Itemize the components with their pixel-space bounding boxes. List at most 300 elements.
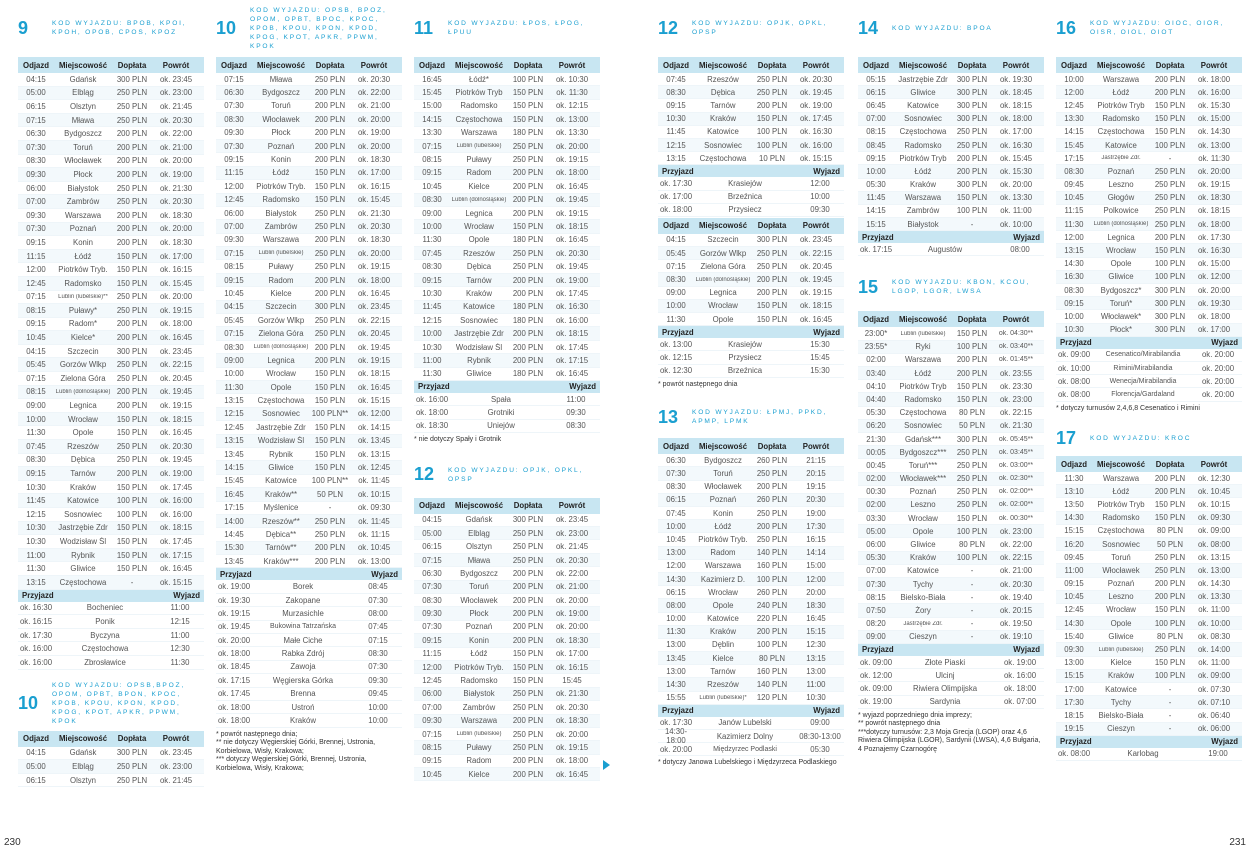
cell: Wenecja/Mirabilandia	[1109, 377, 1177, 385]
cell: Katowice	[907, 566, 939, 576]
cell: 250 PLN	[956, 140, 988, 150]
cell: 200 PLN	[512, 609, 544, 619]
cell: ok. 12:45	[357, 463, 391, 473]
cell: ok. 12:00	[859, 670, 893, 680]
cell: Tarnów	[70, 469, 96, 479]
cell: Łódź	[714, 521, 732, 531]
cell: Legnica	[69, 401, 97, 411]
cell: 150 PLN	[1154, 605, 1186, 615]
table-row	[18, 576, 204, 590]
cell: ok. 19:45	[159, 387, 193, 397]
arrival-label: Przyjazd	[662, 327, 694, 337]
cell: Tarnów	[710, 666, 736, 676]
cell: Legnica	[267, 355, 295, 365]
cell: ok. 17:30	[19, 630, 53, 640]
destination-row	[1056, 388, 1242, 401]
cell: ok. 21:00	[999, 566, 1033, 576]
table-row	[216, 220, 402, 233]
destination-row	[658, 351, 844, 364]
table-row	[216, 287, 402, 300]
cell: 200 PLN	[1154, 486, 1186, 496]
cell: 100 PLN	[116, 509, 148, 519]
cell: Piotrków Tryb.	[256, 181, 306, 191]
cell: 16:20	[1064, 539, 1084, 549]
table-row	[216, 73, 402, 86]
cell: 15:15	[806, 627, 826, 637]
cell: Gdańsk	[69, 748, 97, 758]
cell: 250 PLN	[314, 221, 346, 231]
cell: ok. 23:45	[357, 302, 391, 312]
cell: 11:00	[170, 630, 190, 640]
cell: Jastrzębie Zdr	[58, 523, 108, 533]
cell: 150 PLN	[314, 422, 346, 432]
section-number: 15	[858, 276, 879, 297]
cell: Kielce*	[70, 333, 96, 343]
cell: 250 PLN	[512, 542, 544, 552]
table-row	[658, 86, 844, 99]
cell: ok. 17:15	[159, 550, 193, 560]
cell: 10:00	[1064, 311, 1084, 321]
cell: ok. 18:15	[555, 221, 589, 231]
destination-row	[216, 701, 402, 714]
cell: -	[1168, 697, 1172, 707]
cell: Sosnowiec	[704, 140, 742, 150]
cell: ok. 08:00	[1197, 539, 1231, 549]
cell: 120 PLN	[756, 693, 788, 703]
cell: Przysiecz	[728, 205, 762, 215]
cell: Bielsko-Biała	[1098, 710, 1144, 720]
cell: 11:30	[1064, 473, 1084, 483]
cell: Białystok	[265, 208, 297, 218]
table-header	[658, 56, 844, 73]
table-row	[414, 661, 600, 674]
cell: 09:15	[26, 319, 46, 329]
table-row	[1056, 244, 1242, 257]
header-odjazd: Odjazd	[663, 60, 689, 70]
departure-label: Wyjazd	[813, 706, 840, 716]
section-15	[858, 264, 1044, 754]
cell: Byczyna	[90, 630, 120, 640]
section-header	[18, 678, 204, 730]
cell: ok. 14:15	[357, 422, 391, 432]
cell: 250 PLN	[116, 292, 148, 302]
cell: 09:45	[1064, 180, 1084, 190]
cell: 150 PLN	[1154, 114, 1186, 124]
destination-row	[18, 615, 204, 629]
destination-row	[1056, 349, 1242, 362]
cell: ok. 18:30	[159, 237, 193, 247]
cell: Rabka Zdrój	[281, 649, 325, 659]
departure-code: KOD WYJAZDU: BPOA	[892, 24, 993, 32]
cell: 15:30	[224, 543, 244, 553]
departure-label: Wyjazd	[1211, 338, 1238, 348]
cell: Węgierska Górka	[272, 675, 334, 685]
cell: 13:00	[1064, 658, 1084, 668]
header-miejscowosc: Miejscowość	[698, 60, 748, 70]
cell: 10:00	[368, 702, 388, 712]
cell: Lublin (dolnośląskie)	[253, 344, 309, 350]
cell: Wrocław	[1106, 605, 1136, 615]
cell: 13:15	[666, 153, 686, 163]
cell: Lublin (lubelskie)	[1098, 646, 1144, 653]
cell: ok. 13:00	[357, 556, 391, 566]
table-row	[414, 194, 600, 207]
cell: 250 PLN	[756, 74, 788, 84]
footnote: * powrót następnego dnia; ** nie dotyczy Węgierskiej Górki, Brennej, Ustronia, Korbielowa, Wisły, Krakowa; *** dotyczy Węgierskiej Górki, Brennej, Ustronia, Korbielowa, Wisły, Krakowa;	[216, 730, 376, 772]
table-row	[414, 180, 600, 193]
cell: 02:00	[866, 474, 886, 484]
header-powrot: Powrót	[1200, 60, 1228, 70]
table-row	[216, 100, 402, 113]
header-doplata: Dopłata	[957, 60, 987, 70]
table-row	[414, 287, 600, 300]
destination-row	[858, 656, 1044, 669]
cell: 09:15	[1064, 298, 1084, 308]
table-row	[1056, 683, 1242, 696]
cell: ok. 17:00	[1197, 325, 1231, 335]
header-odjazd: Odjazd	[221, 60, 247, 70]
cell: Głogów	[1107, 193, 1135, 203]
cell: Łódź	[470, 649, 488, 659]
cell: 150 PLN	[512, 221, 544, 231]
cell: 16:15	[806, 534, 826, 544]
table-row	[18, 263, 204, 277]
table-row	[414, 634, 600, 647]
cell: Kraków***	[263, 556, 299, 566]
cell: 08:45	[866, 140, 886, 150]
header-miejscowosc: Miejscowość	[1096, 459, 1146, 469]
arrival-label: Przyjazd	[862, 645, 894, 655]
cell: 10:30	[806, 693, 826, 703]
table-row	[216, 542, 402, 555]
cell: 14:15	[422, 114, 442, 124]
table-row	[1056, 152, 1242, 165]
cell: ok. 23:00	[555, 528, 589, 538]
cell: 14:30	[1064, 618, 1084, 628]
cell: 11:15	[26, 251, 46, 261]
cell: Dębica	[466, 262, 492, 272]
cell: Rybnik	[71, 550, 95, 560]
cell: 100 PLN	[1154, 259, 1186, 269]
cell: ok. 19:00	[159, 169, 193, 179]
table-row	[1056, 643, 1242, 656]
cell: ok. 21:45	[159, 775, 193, 785]
table-row	[658, 234, 844, 247]
cell: ok. 15:15	[357, 396, 391, 406]
cell: 200 PLN	[1154, 74, 1186, 84]
cell: 05:00	[866, 526, 886, 536]
table-row	[18, 182, 204, 196]
cell: Piotrków Tryb	[1097, 100, 1145, 110]
cell: ok. 17:45	[217, 689, 251, 699]
destination-row	[18, 629, 204, 643]
cell: ok. 16:30	[1197, 246, 1231, 256]
table-row	[216, 234, 402, 247]
cell: Włocławek	[460, 595, 498, 605]
cell: 250 PLN	[116, 775, 148, 785]
next-arrow-icon[interactable]	[603, 760, 610, 770]
cell: 250 PLN	[116, 305, 148, 315]
cell: 250 PLN	[512, 742, 544, 752]
header-miejscowosc: Miejscowość	[1096, 60, 1146, 70]
cell: 160 PLN	[756, 561, 788, 571]
table-row	[414, 314, 600, 327]
cell: 15:15	[866, 219, 886, 229]
cell: Grotniki	[487, 408, 515, 418]
cell: Opole	[270, 382, 292, 392]
cell: 200 PLN	[512, 208, 544, 218]
cell: ok. 12:30	[1197, 473, 1231, 483]
cell: 250 PLN	[116, 115, 148, 125]
section-header	[216, 0, 402, 56]
section-header	[414, 0, 600, 56]
cell: 21:30	[866, 434, 886, 444]
cell: 200 PLN	[512, 275, 544, 285]
cell: 250 PLN	[756, 87, 788, 97]
cell: ok. 19:15	[1197, 180, 1231, 190]
footnote: * wyjazd poprzedniego dnia imprezy; ** powrót następnego dnia ***dotyczy turnusów: 2,3 Moja Grecja (LGOP) oraz 4,6 Riwiera Olimpijska (LGOR), Sardynii (LWSA), 4,6 Bułgaria, 4 Poznajemy Czarnogórę	[858, 711, 1041, 753]
cell: ok. 13:30	[999, 193, 1033, 203]
table-row	[18, 209, 204, 223]
cell: ok. 19:45	[159, 455, 193, 465]
cell: ok. 11:30	[1198, 153, 1230, 163]
cell: Kraków	[910, 553, 936, 563]
cell: 07:15	[224, 329, 244, 339]
table-row	[1056, 485, 1242, 498]
cell: Dęblin	[711, 640, 735, 650]
cell: ok. 23:45	[555, 515, 589, 525]
cell: 08:45	[368, 582, 388, 592]
cell: 04:10	[866, 381, 886, 391]
cell: ok. 13:15	[357, 449, 391, 459]
cell: 10:30	[1064, 325, 1084, 335]
cell: 07:15	[666, 261, 686, 271]
departure-label: Wyjazd	[813, 166, 840, 176]
cell: 07:00	[422, 702, 442, 712]
departure-label: Wyjazd	[569, 382, 596, 392]
destination-row	[414, 393, 600, 406]
cell: Warszawa	[460, 128, 498, 138]
cell: Łódź	[914, 368, 932, 378]
table-row	[216, 327, 402, 340]
table-row	[414, 768, 600, 781]
table-row	[658, 652, 844, 665]
cell: Lublin (lubelskie)**	[58, 293, 108, 300]
cell: 07:30	[666, 469, 686, 479]
cell: 12:30	[170, 644, 190, 654]
table-row	[1056, 165, 1242, 178]
cell: 11:00	[170, 603, 190, 613]
table-row	[414, 567, 600, 580]
table-row	[216, 260, 402, 273]
section-header	[658, 397, 844, 437]
cell: 09:30	[224, 235, 244, 245]
table-row	[414, 514, 600, 527]
cell: 07:00	[866, 566, 886, 576]
cell: 200 PLN	[956, 368, 988, 378]
cell: Łódź	[74, 251, 92, 261]
cell: 250 PLN	[756, 469, 788, 479]
header-miejscowosc: Miejscowość	[898, 60, 948, 70]
cell: 200 PLN	[314, 141, 346, 151]
cell: Sosnowiec	[904, 114, 942, 124]
cell: 10:30	[422, 342, 442, 352]
cell: ok. 11:00	[1198, 658, 1230, 668]
cell: Katowice	[67, 496, 99, 506]
cell: Augustów	[927, 244, 963, 254]
cell: 11:30	[666, 314, 686, 324]
cell: 05:00	[26, 88, 46, 98]
cell: Zielona Góra	[60, 373, 106, 383]
header-odjazd: Odjazd	[23, 734, 49, 744]
header-miejscowosc: Miejscowość	[698, 221, 748, 231]
cell: ok. 07:10	[1197, 697, 1231, 707]
destination-row	[216, 647, 402, 660]
table-row	[216, 247, 402, 260]
cell: 04:15	[666, 235, 686, 245]
cell: ok. 15:45	[999, 153, 1033, 163]
cell: 14:00	[224, 516, 244, 526]
cell: Kielce	[468, 769, 490, 779]
table-row	[858, 139, 1044, 152]
table-row	[858, 73, 1044, 86]
cell: Brenna	[290, 689, 316, 699]
cell: Jastrzębie Zdr.	[903, 620, 943, 627]
cell: Piotrków Tryb.	[58, 265, 108, 275]
cell: 200 PLN	[314, 556, 346, 566]
cell: 260 PLN	[756, 455, 788, 465]
table-row	[658, 639, 844, 652]
cell: 12:45	[224, 422, 244, 432]
cell: ok. 19:45	[799, 87, 833, 97]
table-row	[414, 755, 600, 768]
header-miejscowosc: Miejscowość	[898, 314, 948, 324]
cell: 12:15	[666, 140, 686, 150]
header-powrot: Powrót	[162, 60, 190, 70]
cell: Złote Piaski	[924, 657, 966, 667]
cell: 10:45	[422, 769, 442, 779]
cell: Zielona Góra	[700, 261, 746, 271]
cell: ok. 21:30	[555, 689, 589, 699]
cell: 250 PLN	[314, 315, 346, 325]
cell: 12:45	[422, 676, 442, 686]
cell: 08:30	[666, 87, 686, 97]
cell: 13:00	[806, 666, 826, 676]
cell: ok. 17:00	[159, 251, 193, 261]
destination-row	[658, 204, 844, 217]
cell: Włocławek	[64, 156, 102, 166]
cell: 13:00	[666, 548, 686, 558]
arrival-label: Przyjazd	[662, 166, 694, 176]
cell: 250 PLN	[512, 141, 544, 151]
table-row	[414, 153, 600, 166]
cell: 11:45	[866, 193, 886, 203]
cell: 08:00	[368, 608, 388, 618]
cell: 200 PLN	[756, 100, 788, 110]
cell: ok. 19:15	[799, 288, 833, 298]
cell: Wrocław	[464, 221, 494, 231]
cell: 15:30	[810, 339, 830, 349]
cell: 150 PLN	[116, 550, 148, 560]
cell: 200 PLN	[512, 195, 544, 205]
table-row	[858, 205, 1044, 218]
cell: 150 PLN	[1154, 100, 1186, 110]
cell: ok. 10:00	[1197, 618, 1231, 628]
cell: 200 PLN	[1154, 473, 1186, 483]
cell: Konin	[713, 508, 733, 518]
cell: 15:45	[562, 676, 582, 686]
cell: Toruń	[713, 469, 733, 479]
cell: ok. 10:45	[357, 543, 391, 553]
table-row	[1056, 551, 1242, 564]
cell: Tychy	[1110, 697, 1132, 707]
cell: 06:45	[866, 100, 886, 110]
table-row	[216, 153, 402, 166]
cell: Zambrów	[906, 206, 940, 216]
cell: 09:30	[224, 128, 244, 138]
cell: ok. 18:00	[415, 408, 449, 418]
cell: 04:15	[26, 748, 46, 758]
table-row	[18, 250, 204, 264]
cell: 17:30	[1064, 697, 1084, 707]
cell: Riwiera Olimpijska	[912, 683, 978, 693]
cell: ok. 20:00	[1201, 350, 1235, 360]
cell: Jastrzębie Zdr	[454, 329, 504, 339]
cell: 09:30	[810, 205, 830, 215]
cell: 08:15	[224, 262, 244, 272]
cell: ok. 19:00	[357, 128, 391, 138]
cell: 04:15	[224, 302, 244, 312]
cell: 140 PLN	[756, 548, 788, 558]
cell: Zambrów	[462, 702, 496, 712]
destination-row	[216, 661, 402, 674]
cell: 150 PLN	[956, 513, 988, 523]
cell: ok. 18:00	[1197, 74, 1231, 84]
cell: 14:30	[666, 680, 686, 690]
cell: Rybnik	[269, 449, 293, 459]
col-6	[1056, 0, 1242, 769]
cell: Radomsko	[904, 394, 942, 404]
cell: ok. 03:45**	[998, 448, 1034, 456]
cell: ok. 19:15	[159, 305, 193, 315]
cell: Kazimierz D.	[700, 574, 746, 584]
cell: 300 PLN	[1154, 285, 1186, 295]
header-powrot: Powrót	[162, 734, 190, 744]
cell: ok. 10:00	[1057, 363, 1091, 373]
cell: Radom	[268, 275, 294, 285]
cell: Cieszyn	[1107, 724, 1135, 734]
cell: ok. 19:15	[555, 742, 589, 752]
cell: ok. 23:00	[159, 88, 193, 98]
departure-code: KOD WYJAZDU: OPJK, OPKL, OPSP	[448, 466, 584, 483]
cell: Sosnowiec	[904, 421, 942, 431]
cell: ok. 18:00	[159, 319, 193, 329]
table-row	[658, 599, 844, 612]
cell: Radomsko	[460, 101, 498, 111]
cell: ok. 18:00	[357, 275, 391, 285]
cell: 12:00	[1064, 232, 1084, 242]
cell: ok. 17:15	[555, 355, 589, 365]
cell: ok. 22:15	[999, 553, 1033, 563]
cell: 150 PLN	[756, 314, 788, 324]
cell: 06:30	[666, 455, 686, 465]
cell: -	[130, 577, 134, 587]
cell: 09:15	[224, 275, 244, 285]
cell: 14:14	[806, 548, 826, 558]
cell: Toruń	[73, 142, 93, 152]
cell: 12:45	[1064, 100, 1084, 110]
cell: Zakopane	[285, 595, 321, 605]
